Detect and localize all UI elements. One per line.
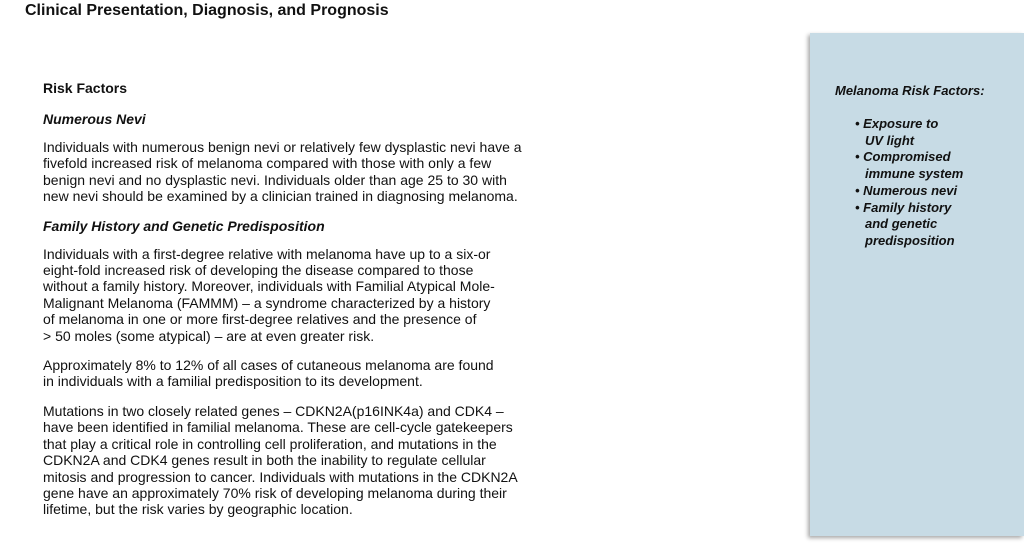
risk-item-line: • Numerous nevi bbox=[855, 182, 958, 198]
risk-item-numerous-nevi bbox=[855, 183, 963, 200]
text-line: Malignant Melanoma (FAMMM) – a syndrome characterized by a history bbox=[43, 294, 491, 311]
text-line: Individuals with a first-degree relative with melanoma have up to a six-or bbox=[43, 245, 491, 262]
paragraph-familial-predisposition bbox=[43, 357, 543, 390]
text-line: eight-fold increased risk of developing the disease compared to those bbox=[43, 262, 474, 279]
text-line: lifetime, but the risk varies by geographic location. bbox=[43, 501, 353, 518]
text-line: Approximately 8% to 12% of all cases of cutaneous melanoma are found bbox=[43, 357, 494, 374]
risk-item-family-history bbox=[855, 200, 963, 250]
text-line: in individuals with a familial predisposition to its development. bbox=[43, 373, 423, 390]
page-title: Clinical Presentation, Diagnosis, and Prognosis bbox=[25, 2, 389, 19]
paragraph-first-degree-relative bbox=[43, 246, 543, 344]
text-line: that play a critical role in controlling cell proliferation, and mutations in the bbox=[43, 435, 497, 452]
text-line: Mutations in two closely related genes – CDKN2A(p16INK4a) and CDK4 – bbox=[43, 402, 504, 419]
text-line: benign nevi and no dysplastic nevi. Individuals older than age 25 to 30 with bbox=[43, 171, 507, 188]
paragraph-numerous-nevi bbox=[43, 139, 543, 205]
text-line: CDKN2A and CDK4 genes result in both the inability to regulate cellular bbox=[43, 452, 486, 469]
section-heading-risk-factors: Risk Factors bbox=[43, 80, 128, 96]
risk-item-line: immune system bbox=[865, 166, 964, 182]
text-line: fivefold increased risk of melanoma compared with those with only a few bbox=[43, 155, 492, 172]
text-line: gene have an approximately 70% risk of developing melanoma during their bbox=[43, 484, 507, 501]
main-content bbox=[43, 80, 543, 531]
text-line: > 50 moles (some atypical) – are at even greater risk. bbox=[43, 327, 375, 344]
text-line: mitosis and progression to cancer. Individuals with mutations in the CDKN2A bbox=[43, 468, 518, 485]
sidebar-title: Melanoma Risk Factors: bbox=[835, 83, 985, 98]
text-line: without a family history. Moreover, individuals with Familial Atypical Mole- bbox=[43, 278, 495, 295]
text-line: Individuals with numerous benign nevi or relatively few dysplastic nevi have a bbox=[43, 139, 522, 155]
subheading-numerous-nevi: Numerous Nevi bbox=[43, 111, 146, 127]
risk-item-line: • Family history bbox=[855, 199, 952, 215]
text-line: new nevi should be examined by a clinician trained in diagnosing melanoma. bbox=[43, 188, 518, 205]
text-line: have been identified in familial melanoma. These are cell-cycle gatekeepers bbox=[43, 419, 513, 436]
risk-item-line: and genetic bbox=[865, 216, 938, 232]
paragraph-gene-mutations bbox=[43, 403, 543, 518]
risk-factor-list bbox=[855, 116, 963, 250]
text-line: of melanoma in one or more first-degree relatives and the presence of bbox=[43, 311, 477, 328]
risk-item-line: predisposition bbox=[865, 232, 955, 248]
risk-item-line: UV light bbox=[865, 132, 915, 148]
risk-item-immune-system bbox=[855, 149, 963, 182]
risk-item-uv-light bbox=[855, 116, 963, 149]
subheading-family-history: Family History and Genetic Predisposition bbox=[43, 217, 325, 234]
risk-factors-sidebar bbox=[810, 33, 1024, 536]
risk-item-line: • Exposure to bbox=[855, 116, 939, 131]
risk-item-line: • Compromised bbox=[855, 149, 951, 165]
